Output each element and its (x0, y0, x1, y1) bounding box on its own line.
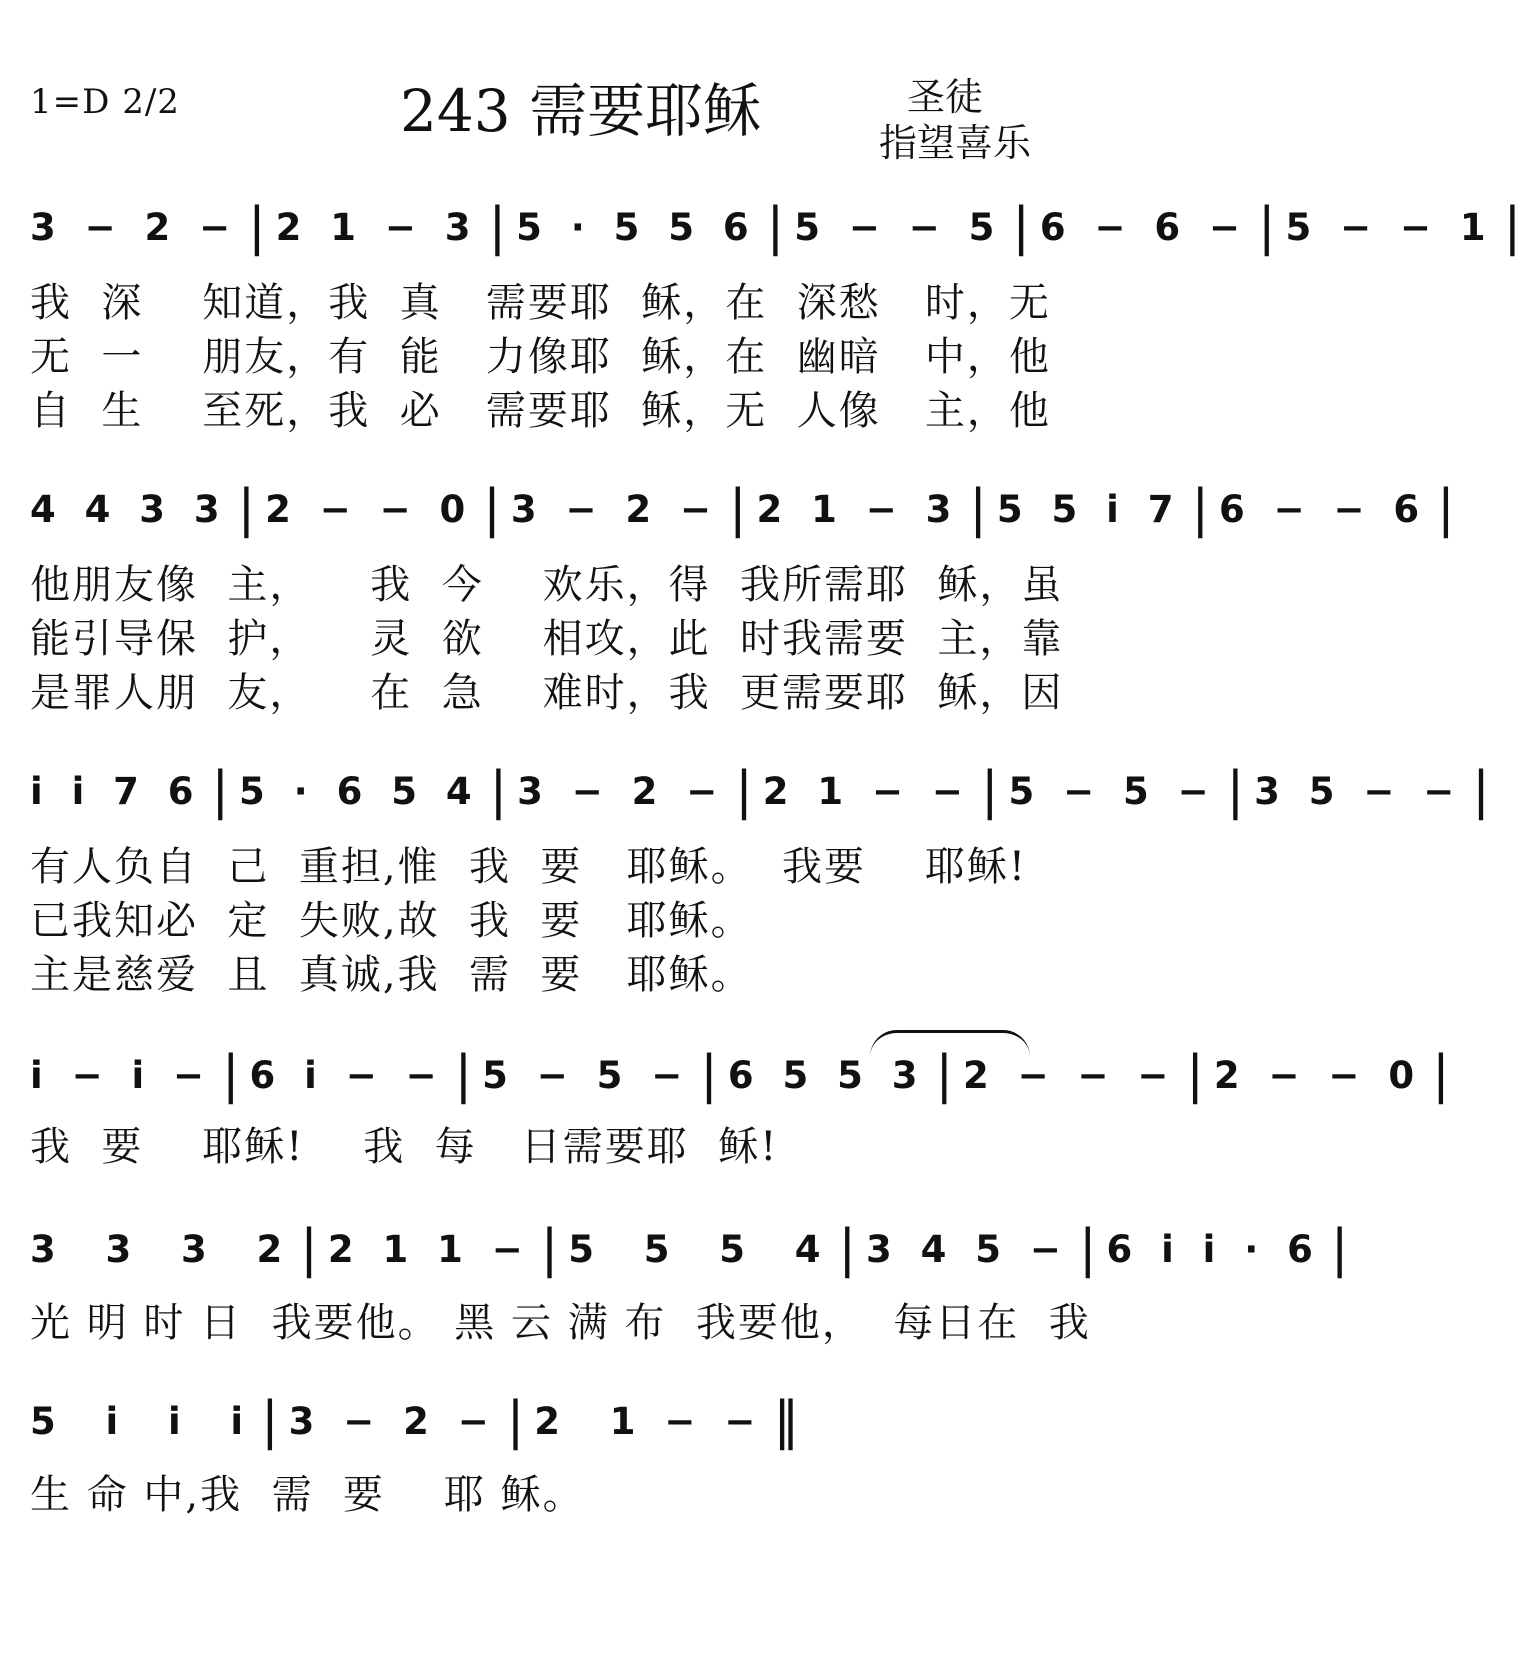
measure: 2 − − 0 (1213, 1053, 1423, 1097)
barline: | (1503, 197, 1522, 257)
barline: | (237, 479, 256, 539)
lyric-line: 已我知必 定 失败,故 我 要 耶稣。 (30, 898, 753, 944)
lyric-line: 无 一 朋友，有 能 力像耶 稣，在 幽暗 中，他 (30, 334, 1051, 380)
measure: 3 5 − − (1254, 769, 1463, 813)
measure: i i 7 6 (30, 769, 202, 813)
barline: | (735, 761, 753, 821)
lyric-line: 自 生 至死，我 必 需要耶 稣，无 人像 主，他 (30, 388, 1051, 434)
tune-name: 指望喜乐 (878, 121, 1031, 165)
barline: | (1330, 1219, 1349, 1279)
barline: | (261, 1391, 279, 1451)
barline: | (1258, 197, 1276, 257)
barline: | (222, 1045, 240, 1105)
measure: i − i − (30, 1053, 213, 1097)
barline: | (980, 761, 999, 821)
measure: 5 5 i 7 (996, 487, 1182, 531)
barline: | (838, 1219, 857, 1279)
measure: 5 i i i (30, 1399, 252, 1443)
measure: 6 − 6 − (1039, 205, 1248, 249)
measure: 2 1 − − (534, 1399, 764, 1443)
barline: | (248, 197, 266, 257)
lyric-line: 他朋友像 主， 我 今 欢乐，得 我所需耶 稣，虽 (30, 562, 1064, 608)
barline: | (1432, 1045, 1450, 1105)
measure: 4 4 3 3 (30, 487, 228, 531)
notation-line (30, 1044, 1460, 1106)
barline: | (1186, 1045, 1204, 1105)
measure: 3 3 3 2 (30, 1227, 291, 1271)
barline: | (489, 761, 508, 821)
barline: | (1472, 761, 1490, 821)
lyricist: 圣徒 (906, 75, 983, 119)
lyric-line: 生 命 中,我 需 要 耶 稣。 (30, 1472, 585, 1518)
tie-arc (870, 1030, 1030, 1057)
measure: 6 i i · 6 (1106, 1227, 1321, 1271)
lyric-line: 有人负自 己 重担,惟 我 要 耶稣。 我要 耶稣! (30, 844, 1027, 890)
lyric-line: 是罪人朋 友， 在 急 难时，我 更需要耶 稣，因 (30, 670, 1064, 716)
barline: | (969, 479, 987, 539)
barline: | (1012, 197, 1030, 257)
measure: 2 − − 0 (265, 487, 474, 531)
lyric-line: 能引导保 护， 灵 欲 相攻，此 时我需要 主，靠 (30, 616, 1064, 662)
lyric-line: 光 明 时 日 我要他。 黑 云 满 布 我要他， 每日在 我 (30, 1300, 1091, 1346)
lyric-line: 我 深 知道，我 真 需要耶 稣，在 深愁 时，无 (30, 280, 1051, 326)
measure: 3 − 2 − (288, 1399, 497, 1443)
measure: 5 − 5 − (1008, 769, 1217, 813)
measure: 3 − 2 − (517, 769, 726, 813)
notation-line (30, 760, 1500, 822)
barline: | (700, 1045, 718, 1105)
measure: 2 − − − (962, 1053, 1177, 1097)
barline: | (211, 761, 230, 821)
barline: | (506, 1391, 525, 1451)
measure: 3 − 2 − (510, 487, 719, 531)
notation-line (30, 1218, 1358, 1280)
barline: | (454, 1045, 473, 1105)
barline: | (483, 479, 501, 539)
lyric-line: 我 要 耶稣! 我 每 日需要耶 稣! (30, 1124, 779, 1170)
key-signature: 1=D 2/2 (30, 82, 180, 122)
measure: 5 5 5 4 (568, 1227, 829, 1271)
measure: 5 · 6 5 4 (239, 769, 480, 813)
credits (850, 74, 1040, 166)
measure: 6 5 5 3 (727, 1053, 926, 1097)
measure: 2 1 − − (762, 769, 971, 813)
barline: | (766, 197, 785, 257)
measure: 3 − 2 − (30, 205, 239, 249)
notation-line (30, 1390, 809, 1452)
barline: | (540, 1219, 559, 1279)
measure: 5 − − 5 (794, 205, 1003, 249)
page-title: 243 需要耶稣 (400, 77, 762, 145)
notation-line (30, 478, 1465, 540)
measure: 5 − − 1 (1285, 205, 1494, 249)
barline: | (1437, 479, 1455, 539)
barline: | (935, 1045, 953, 1105)
final-barline: ‖ (773, 1391, 800, 1451)
measure: 5 − 5 − (482, 1053, 691, 1097)
measure: 6 i − − (249, 1053, 445, 1097)
measure: 2 1 − 3 (756, 487, 960, 531)
measure: 2 1 − 3 (275, 205, 479, 249)
barline: | (1078, 1219, 1097, 1279)
measure: 5 · 5 5 6 (516, 205, 757, 249)
measure: 2 1 1 − (327, 1227, 531, 1271)
barline: | (1191, 479, 1210, 539)
lyric-line: 主是慈爱 且 真诚,我 需 要 耶稣。 (30, 952, 753, 998)
barline: | (1226, 761, 1245, 821)
barline: | (300, 1219, 318, 1279)
measure: 3 4 5 − (866, 1227, 1069, 1271)
barline: | (728, 479, 747, 539)
measure: 6 − − 6 (1219, 487, 1428, 531)
barline: | (488, 197, 507, 257)
notation-line (30, 196, 1531, 258)
